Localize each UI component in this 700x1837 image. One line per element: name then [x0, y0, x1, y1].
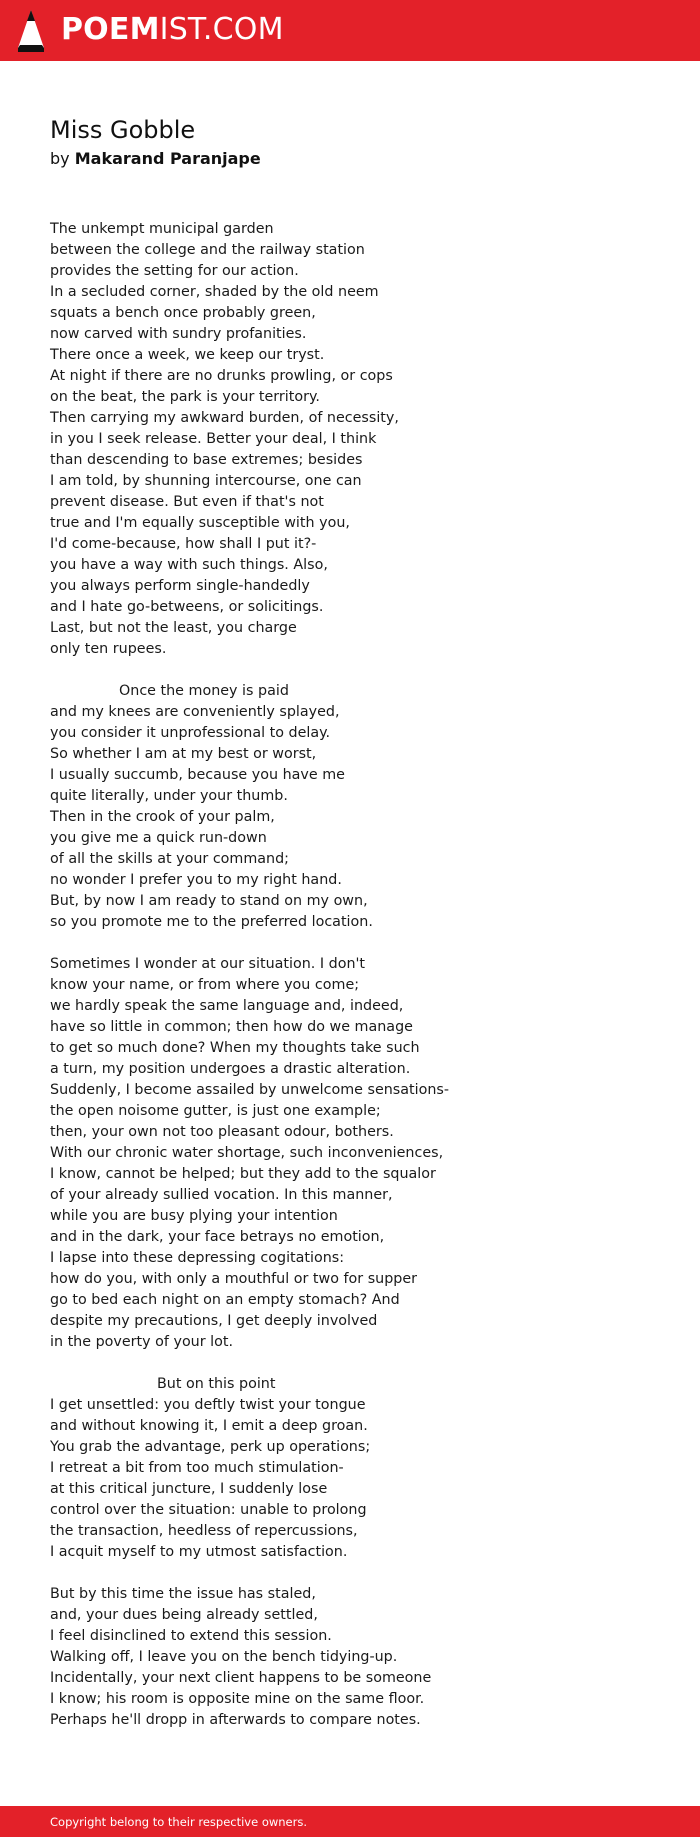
poem-line: So whether I am at my best or worst,	[50, 746, 317, 762]
poem-line: on the beat, the park is your territory.	[50, 389, 320, 405]
poem-line: Then carrying my awkward burden, of necessity,	[50, 410, 399, 426]
poem-line: At night if there are no drunks prowling, or cops	[50, 368, 393, 384]
poem-line: so you promote me to the preferred location.	[50, 914, 373, 930]
poem-line: while you are busy plying your intention	[50, 1208, 338, 1224]
poem-line: squats a bench once probably green,	[50, 305, 316, 321]
poem-line: in the poverty of your lot.	[50, 1334, 234, 1350]
poem-line: Last, but not the least, you charge	[50, 620, 297, 636]
poem-line: Sometimes I wonder at our situation. I don't	[50, 956, 366, 972]
poem-line: know your name, or from where you come;	[50, 977, 360, 993]
poem-stanza	[50, 219, 670, 660]
poem-line: despite my precautions, I get deeply involved	[50, 1313, 378, 1329]
poem-line: I know, cannot be helped; but they add to the squalor	[50, 1166, 436, 1182]
site-logo[interactable]	[61, 11, 284, 49]
poem-line: the open noisome gutter, is just one example;	[50, 1103, 381, 1119]
poem-line: prevent disease. But even if that's not	[50, 494, 324, 510]
byline-prefix: by	[50, 149, 70, 168]
poem-line: and in the dark, your face betrays no emotion,	[50, 1229, 385, 1245]
poem-line: go to bed each night on an empty stomach? And	[50, 1292, 400, 1308]
poem-stanza	[50, 954, 670, 1353]
poem-line: With our chronic water shortage, such inconveniences,	[50, 1145, 444, 1161]
poem-line: between the college and the railway station	[50, 242, 365, 258]
poem-line: I am told, by shunning intercourse, one can	[50, 473, 362, 489]
poem-stanza	[50, 1374, 670, 1563]
poem-stanza	[50, 1584, 670, 1731]
poem-line: now carved with sundry profanities.	[50, 326, 307, 342]
poem-line: In a secluded corner, shaded by the old neem	[50, 284, 379, 300]
poem-line: you always perform single-handedly	[50, 578, 310, 594]
poem-line: you give me a quick run-down	[50, 830, 267, 846]
poem-line: a turn, my position undergoes a drastic alteration.	[50, 1061, 411, 1077]
byline	[50, 148, 261, 170]
pencil-tip-icon[interactable]	[16, 10, 46, 52]
poem-line: then, your own not too pleasant odour, bothers.	[50, 1124, 394, 1140]
poem-line: the transaction, heedless of repercussions,	[50, 1523, 358, 1539]
poem-line: I know; his room is opposite mine on the same floor.	[50, 1691, 425, 1707]
poem-line: But on this point	[157, 1376, 276, 1392]
poem-line: I get unsettled: you deftly twist your tongue	[50, 1397, 366, 1413]
poem-line: and, your dues being already settled,	[50, 1607, 318, 1623]
poem-line: I acquit myself to my utmost satisfaction.	[50, 1544, 348, 1560]
poem-line: Walking off, I leave you on the bench tidying-up.	[50, 1649, 398, 1665]
poem-line: have so little in common; then how do we manage	[50, 1019, 413, 1035]
poem-line: in you I seek release. Better your deal, I think	[50, 431, 377, 447]
poem-line: Then in the crook of your palm,	[50, 809, 275, 825]
poem-line: I lapse into these depressing cogitations:	[50, 1250, 345, 1266]
site-header	[0, 0, 700, 61]
poem-line: only ten rupees.	[50, 641, 167, 657]
poem-line: and my knees are conveniently splayed,	[50, 704, 340, 720]
poem-line: you consider it unprofessional to delay.	[50, 725, 331, 741]
poem-line: You grab the advantage, perk up operations;	[50, 1439, 371, 1455]
poem-line: I usually succumb, because you have me	[50, 767, 345, 783]
poem-line: no wonder I prefer you to my right hand.	[50, 872, 342, 888]
poem-line: of all the skills at your command;	[50, 851, 289, 867]
poem-line: you have a way with such things. Also,	[50, 557, 328, 573]
poem-line: to get so much done? When my thoughts take such	[50, 1040, 420, 1056]
poem-stanza	[50, 681, 670, 933]
poem-line: and I hate go-betweens, or solicitings.	[50, 599, 324, 615]
poem-line: I feel disinclined to extend this session.	[50, 1628, 332, 1644]
poem-line: Once the money is paid	[119, 683, 289, 699]
poem-body	[50, 219, 670, 1752]
poem-line: than descending to base extremes; besides	[50, 452, 363, 468]
poem-line: quite literally, under your thumb.	[50, 788, 288, 804]
poem-line: There once a week, we keep our tryst.	[50, 347, 325, 363]
poem-title: Miss Gobble	[50, 116, 196, 144]
logo-text-bold: POEM	[61, 12, 160, 47]
poem-line: But, by now I am ready to stand on my own,	[50, 893, 368, 909]
poem-line: Perhaps he'll dropp in afterwards to compare notes.	[50, 1712, 421, 1728]
poem-line: true and I'm equally susceptible with you,	[50, 515, 350, 531]
poem-line: of your already sullied vocation. In this manner,	[50, 1187, 393, 1203]
poem-line: Incidentally, your next client happens to be someone	[50, 1670, 432, 1686]
author-link[interactable]: Makarand Paranjape	[74, 149, 261, 168]
poem-line: But by this time the issue has staled,	[50, 1586, 316, 1602]
site-footer	[0, 1806, 700, 1837]
copyright-notice: Copyright belong to their respective owners.	[50, 1815, 308, 1829]
poem-line: I retreat a bit from too much stimulation-	[50, 1460, 344, 1476]
poem-line: provides the setting for our action.	[50, 263, 299, 279]
logo-text-light: IST.COM	[159, 12, 284, 47]
poem-line: and without knowing it, I emit a deep groan.	[50, 1418, 368, 1434]
poem-line: at this critical juncture, I suddenly lose	[50, 1481, 328, 1497]
poem-line: The unkempt municipal garden	[50, 221, 274, 237]
poem-line: we hardly speak the same language and, indeed,	[50, 998, 404, 1014]
poem-line: I'd come-because, how shall I put it?-	[50, 536, 317, 552]
poem-line: Suddenly, I become assailed by unwelcome sensations-	[50, 1082, 450, 1098]
poem-line: how do you, with only a mouthful or two for supper	[50, 1271, 418, 1287]
poem-line: control over the situation: unable to prolong	[50, 1502, 367, 1518]
